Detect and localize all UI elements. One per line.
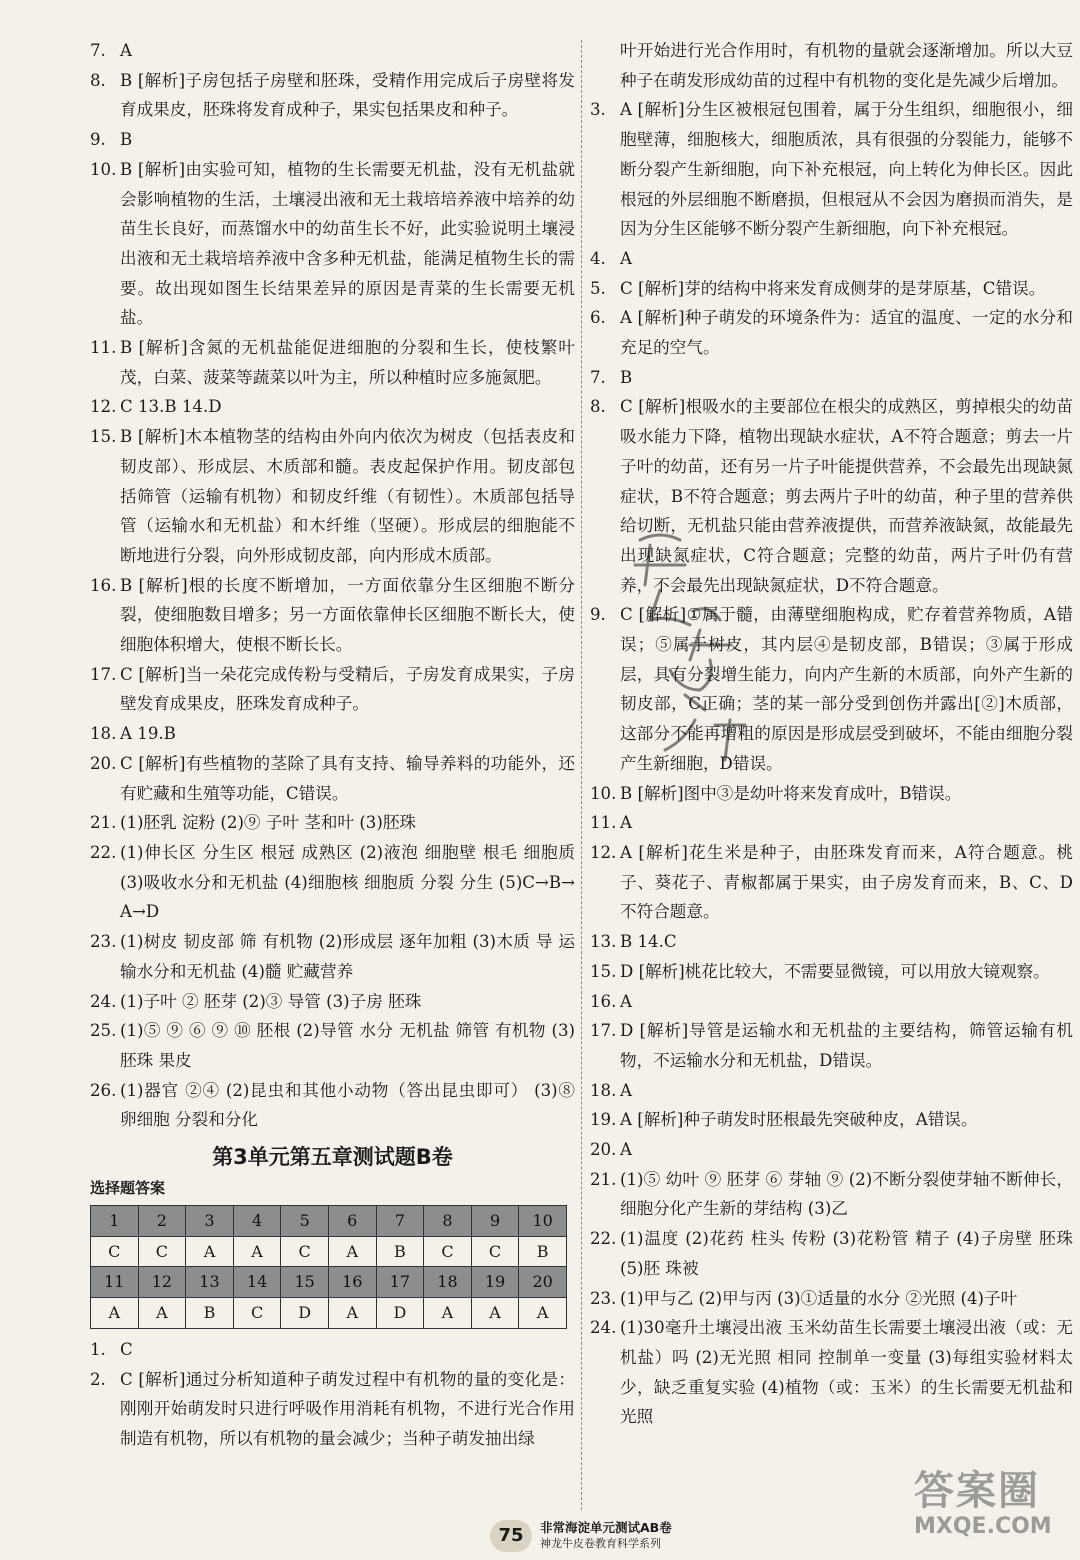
series-subtitle: 神龙牛皮卷教育科学系列 [540,1537,661,1550]
answer-item [90,1365,575,1454]
answer-table-cell: D [281,1298,329,1329]
answer-table-cell: A [328,1298,376,1329]
answer-item [90,838,575,927]
answer-number: 23. [590,1288,617,1308]
answer-table-cell: A [471,1298,519,1329]
answer-item [590,838,1073,927]
answer-text: B [解析]含氮的无机盐能促进细胞的分裂和生长，使枝繁叶茂，白菜、菠菜等蔬菜以叶为主，所以种植时应多施氮肥。 [120,338,575,387]
answer-text: C 13.B 14.D [120,397,222,417]
answer-table-cell: 16 [328,1267,376,1298]
answer-table-cell: 17 [376,1267,424,1298]
answer-item [590,779,1073,809]
answer-number: 17. [590,1021,617,1041]
answer-number: 16. [90,575,117,595]
answer-text: A 19.B [120,724,176,744]
answer-table-cell: A [138,1298,186,1329]
answer-table-cell: C [281,1236,329,1267]
answer-table-cell: B [519,1236,567,1267]
answer-item [90,749,575,808]
answer-item [90,927,575,986]
answer-text: C [解析]通过分析知道种子萌发过程中有机物的量的变化是：刚刚开始萌发时只进行呼吸作用消耗有机物，不进行光合作用制造有机物，所以有机物的量会减少；当种子萌发抽出绿 [120,1369,575,1448]
left-answer-list [90,36,575,1135]
answer-item [590,1313,1073,1432]
answer-text: C [解析]当一朵花完成传粉与受精后，子房发育成果实，子房壁发育成果皮，胚珠发育成种子。 [120,664,575,714]
answer-number: 18. [590,1080,617,1100]
answer-number: 17. [90,664,117,684]
answer-text: B [620,367,633,387]
answer-item [90,1016,575,1075]
answer-number: 21. [590,1169,617,1189]
answer-number: 8. [590,397,606,417]
answer-table-cell: A [519,1298,567,1329]
answer-item [590,244,1073,274]
answer-item [90,155,575,333]
answer-text: (1)伸长区 分生区 根冠 成熟区 (2)液泡 细胞壁 根毛 细胞质 (3)吸收水分和无机盐 (4)细胞核 细胞质 分裂 分生 (5)C→B→A→D [120,842,575,922]
answer-number: 13. [590,932,617,952]
answer-text: A [解析]花生米是种子，由胚珠发育而来，A符合题意。桃子、葵花子、青椒都属于果实，由子房发育而来，B、C、D不符合题意。 [620,842,1073,922]
answer-text: A [120,41,132,60]
answer-number: 11. [590,813,617,833]
answer-number: 2. [90,1369,106,1389]
answer-item [590,1016,1073,1075]
answer-item [590,363,1073,393]
answer-number: 26. [90,1080,117,1100]
answer-table-cell: 20 [519,1267,567,1298]
answer-text: (1)30毫升土壤浸出液 玉米幼苗生长需要土壤浸出液（或：无机盐）吗 (2)无光照 相同 控制单一变量 (3)每组实验材料太少，缺乏重复实验 (4)植物（或：玉米）的生长需要无机盐和光照 [620,1318,1073,1427]
answer-table-row [91,1206,567,1237]
answer-table-cell: C [91,1236,139,1267]
answer-number: 3. [590,100,606,120]
answer-table-cell: 5 [281,1206,329,1237]
answer-number: 24. [590,1318,617,1338]
answer-text: B 14.C [620,932,677,952]
answer-item [590,1076,1073,1106]
answer-number: 24. [90,991,117,1011]
answer-text: B [解析]木本植物茎的结构由外向内依次为树皮（包括表皮和韧皮部）、形成层、木质部和髓。表皮起保护作用。韧皮部包括筛管（运输有机物）和韧皮纤维（有韧性）。木质部包括导管（运输水和无机盐）和木纤维（坚硬）。形成层的细胞能不断地进行分裂，向外形成韧皮部，向内形成木质部。 [120,427,575,565]
answer-item [90,660,575,719]
answer-table-cell: 11 [91,1267,139,1298]
answer-item [590,957,1073,987]
answer-number: 12. [90,397,117,417]
answer-item [90,1335,575,1365]
answer-text: (1)⑤ 幼叶 ⑨ 胚芽 ⑥ 芽轴 ⑨ (2)不断分裂使芽轴不断伸长，细胞分化产生新的芽结构 (3)乙 [620,1169,1073,1219]
answer-text: C [解析]①属于髓，由薄壁细胞构成，贮存着营养物质，A错误；⑤属于树皮，其内层④是韧皮部，B错误；③属于形成层，具有分裂增生能力，向内产生新的木质部，向外产生新的韧皮部，C正确；茎的某一部分受到创伤并露出[②]木质部，这部分不能再增粗的原因是形成层受到破坏，不能由细胞分裂产生新细胞，D错误。 [620,605,1073,773]
continuation-text: 叶开始进行光合作用时，有机物的量就会逐渐增加。所以大豆种子在萌发形成幼苗的过程中有机物的变化是先减少后增加。 [620,41,1073,90]
answer-number: 20. [90,753,117,773]
answer-table-cell: B [376,1236,424,1267]
watermark-logo [914,1468,1074,1556]
column-divider [581,40,582,1510]
answer-table-cell: 14 [233,1267,281,1298]
answer-table-cell: A [424,1298,472,1329]
answer-item [90,333,575,392]
answer-table-cell: A [233,1236,281,1267]
answer-number: 15. [90,427,117,447]
answer-text: (1)胚乳 淀粉 (2)⑨ 子叶 茎和叶 (3)胚珠 [120,813,417,833]
answer-text: D [解析]桃花比较大，不需要显微镜，可以用放大镜观察。 [620,961,1050,981]
series-title: 非常海淀单元测试AB卷 [540,1520,672,1535]
answer-table-cell: C [471,1236,519,1267]
answer-number: 5. [590,278,606,298]
answer-number: 4. [590,248,606,268]
left-column [90,36,575,1454]
answer-text: A [620,1140,632,1160]
answer-text: (1)树皮 韧皮部 筛 有机物 (2)形成层 逐年加粗 (3)木质 导 运输水分和无机盐 (4)髓 贮藏营养 [120,932,575,981]
answer-number: 22. [90,842,117,862]
answer-table [90,1205,567,1329]
answer-text: C [解析]有些植物的茎除了具有支持、输导养料的功能外，还有贮藏和生殖等功能，C错误。 [120,753,575,803]
answer-number: 8. [90,70,106,90]
answer-table-cell: C [424,1236,472,1267]
answer-table-cell: 12 [138,1267,186,1298]
answer-text: A [解析]种子萌发的环境条件为：适宜的温度、一定的水分和充足的空气。 [620,308,1073,358]
answer-text: B [解析]子房包括子房壁和胚珠，受精作用完成后子房壁将发育成果皮，胚珠将发育成种子，果实包括果皮和种子。 [120,70,575,120]
answer-text: A [620,248,632,268]
answer-number: 11. [90,338,117,358]
answer-table-cell: 4 [233,1206,281,1237]
answer-text: D [解析]导管是运输水和无机盐的主要结构，筛管运输有机物，不运输水分和无机盐，D错误。 [620,1021,1073,1070]
answer-table-cell: 1 [91,1206,139,1237]
answer-table-cell: 18 [424,1267,472,1298]
answer-table-row [91,1236,567,1267]
answer-number: 20. [590,1140,617,1160]
answer-item [90,1076,575,1135]
answer-item [90,719,575,749]
answer-text: A [620,1080,632,1100]
answer-number: 7. [590,367,606,387]
answer-table-cell: 9 [471,1206,519,1237]
answer-text: (1)⑤ ⑨ ⑥ ⑨ ⑩ 胚根 (2)导管 水分 无机盐 筛管 有机物 (3)胚珠 果皮 [120,1021,575,1070]
answer-table-row [91,1298,567,1329]
answer-text: C [解析]根吸水的主要部位在根尖的成熟区，剪掉根尖的幼苗吸水能力下降，植物出现缺水症状，A不符合题意；剪去一片子叶的幼苗，还有另一片子叶能提供营养，不会最先出现缺氮症状，B不符合题意；剪去两片子叶的幼苗，种子里的营养供给切断，无机盐只能由营养液提供，而营养液缺氮，故能最先出现缺氮症状，C符合题意；完整的幼苗，两片子叶仍有营养，不会最先出现缺氮症状，D不符合题意。 [620,397,1073,595]
answer-number: 18. [90,724,117,744]
answer-table-cell: A [328,1236,376,1267]
answer-table-row [91,1267,567,1298]
answer-item [590,927,1073,957]
answer-table-cell: D [376,1298,424,1329]
answer-number: 23. [90,932,117,952]
answer-table-cell: 10 [519,1206,567,1237]
answer-table-cell: 3 [186,1206,234,1237]
answer-item [590,987,1073,1017]
answer-item [90,125,575,155]
answer-item [90,36,575,66]
answer-number: 19. [590,1110,617,1130]
answer-number: 16. [590,991,617,1011]
answer-item [590,1284,1073,1314]
answer-number: 12. [590,842,617,862]
answer-text: C [解析]芽的结构中将来发育成侧芽的是芽原基，C错误。 [620,278,1046,298]
answer-number: 22. [590,1229,617,1249]
watermark-url: MXQE.COM [914,1514,1052,1539]
answer-item [90,571,575,660]
answer-text: B [解析]根的长度不断增加，一方面依靠分生区细胞不断分裂，使细胞数目增多；另一方面依靠伸长区细胞不断长大，使细胞体积增大，使根不断长长。 [120,575,575,655]
answer-number: 1. [90,1339,106,1359]
handwritten-stamp-image [600,520,780,780]
answer-table-cell: B [186,1298,234,1329]
answer-number: 7. [90,41,106,60]
answer-table-cell: 15 [281,1267,329,1298]
answer-text: (1)甲与乙 (2)甲与丙 (3)①适量的水分 ②光照 (4)子叶 [620,1288,1018,1308]
answer-text: A [620,813,632,833]
answer-item [590,1135,1073,1165]
answer-item [590,274,1073,304]
answer-table-cell: 13 [186,1267,234,1298]
answer-item [90,66,575,125]
answer-text: A [620,991,632,1011]
answer-item [590,1105,1073,1135]
answer-text: A [解析]分生区被根冠包围着，属于分生组织，细胞很小，细胞壁薄，细胞核大，细胞质浓，具有很强的分裂能力，能够不断分裂产生新细胞，向下补充根冠，向上转化为伸长区。因此根冠的外层细胞不断磨损，但根冠从不会因为磨损而消失，是因为分生区能够不断分裂产生新细胞，向下补充根冠。 [620,100,1073,239]
answer-item [90,808,575,838]
answer-text: (1)子叶 ② 胚芽 (2)③ 导管 (3)子房 胚珠 [120,991,422,1011]
answer-number: 15. [590,961,617,981]
answer-table-cell: 6 [328,1206,376,1237]
answer-table-cell: A [91,1298,139,1329]
answer-number: 6. [590,308,606,328]
answer-item [590,95,1073,244]
answer-table-cell: 2 [138,1206,186,1237]
answer-table-cell: 8 [424,1206,472,1237]
page-number: 75 [490,1520,532,1552]
answer-number: 9. [90,130,106,150]
answer-number: 21. [90,813,117,833]
answer-table-cell: 19 [471,1267,519,1298]
answer-text: B [解析]图中③是幼叶将来发育成叶，B错误。 [620,783,962,803]
answer-item [590,1224,1073,1283]
answer-table-cell: C [138,1236,186,1267]
answer-item [90,422,575,571]
answer-text: (1)器官 ②④ (2)昆虫和其他小动物（答出昆虫即可） (3)⑧ 卵细胞 分裂和分化 [120,1080,575,1130]
answer-text: B [120,130,133,150]
left-answer-list-after [90,1335,575,1454]
answer-text: C [120,1339,133,1359]
answer-table-cell: 7 [376,1206,424,1237]
answer-number: 25. [90,1021,117,1041]
answer-text: (1)温度 (2)花药 柱头 传粉 (3)花粉管 精子 (4)子房壁 胚珠 (5)胚 珠被 [620,1229,1073,1278]
answer-number: 10. [590,783,617,803]
answer-table-cell: C [233,1298,281,1329]
watermark-text: 答案圈 [914,1468,1040,1514]
answer-item [590,1165,1073,1224]
section-title: 第3单元第五章测试题B卷 [212,1145,453,1170]
answer-table-cell: A [186,1236,234,1267]
answer-text: A [解析]种子萌发时胚根最先突破种皮，A错误。 [620,1110,978,1130]
choice-answer-heading: 选择题答案 [90,1179,166,1198]
answer-number: 9. [590,605,606,625]
answer-item [590,808,1073,838]
answer-item [590,303,1073,362]
answer-item [90,987,575,1017]
answer-item [90,392,575,422]
answer-number: 10. [90,159,117,179]
answer-text: B [解析]由实验可知，植物的生长需要无机盐，没有无机盐就会影响植物的生活，土壤浸出液和无土栽培培养液中培养的幼苗生长良好，而蒸馏水中的幼苗生长不好，此实验说明土壤浸出液和无土栽培培养液中含多种无机盐，能满足植物生长的需要。故出现如图生长结果差异的原因是青菜的生长需要无机盐。 [120,159,575,328]
